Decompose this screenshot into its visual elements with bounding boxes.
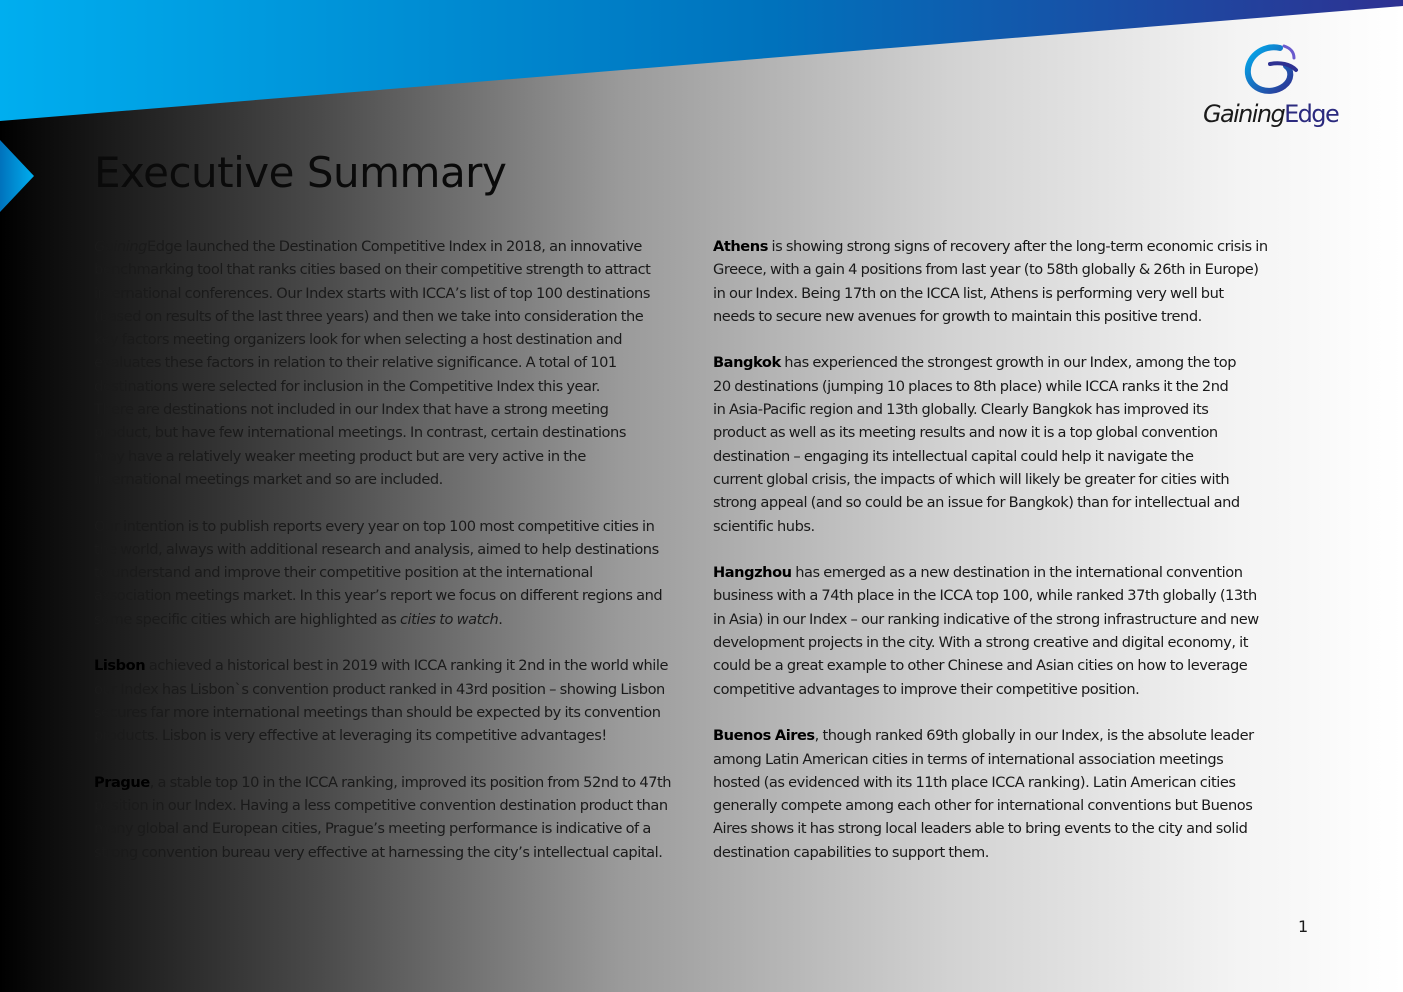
text-line: evaluates these factors in relation to their relative significance. A total of 101 — [94, 354, 617, 372]
text-line: hosted (as evidenced with its 11th place ICCA ranking). Latin American cities — [713, 773, 1236, 791]
city-name-bangkok: Bangkok — [713, 354, 781, 372]
cities-to-watch-text: cities to watch — [399, 610, 499, 628]
text-line: business with a 74th place in the ICCA top 100, while ranked 37th globally (13th — [713, 587, 1257, 605]
brand-italic-text: Gaining — [94, 238, 147, 255]
text-line: key factors meeting organizers look for when selecting a host destination and — [94, 331, 623, 349]
text-line: may have a relatively weaker meeting product but are very active in the — [94, 447, 586, 465]
city-name-buenos-aires: Buenos Aires — [713, 727, 815, 745]
text-line: There are destinations not included in our Index that have a strong meeting — [94, 401, 609, 419]
paragraph-athens — [713, 235, 1313, 328]
text-line: Greece, with a gain 4 positions from last year (to 58th globally & 26th in Europe) — [713, 261, 1259, 279]
paragraph-intention — [94, 515, 692, 631]
page-number: 1 — [1298, 917, 1309, 936]
text-line: the world, always with additional research and analysis, aimed to help destinations — [94, 540, 659, 558]
text-line: needs to secure new avenues for growth to maintain this positive trend. — [713, 307, 1202, 325]
paragraph-prague — [94, 771, 692, 864]
side-arrow-decoration — [0, 140, 36, 212]
text-line: Our intention is to publish reports every year on top 100 most competitive cities in — [94, 517, 655, 535]
text-line: development projects in the city. With a strong creative and digital economy, it — [713, 634, 1248, 652]
text-line: products. Lisbon is very effective at leveraging its competitive advantages! — [94, 727, 607, 745]
text-line: product, but have few international meetings. In contrast, certain destinations — [94, 424, 626, 442]
text-line: Aires shows it has strong local leaders able to bring events to the city and solid — [713, 820, 1248, 838]
text-line: destinations were selected for inclusion in the Competitive Index this year. — [94, 377, 600, 395]
page-title: Executive Summary — [94, 148, 507, 197]
paragraph-lisbon — [94, 654, 692, 747]
paragraph-hangzhou — [713, 561, 1313, 701]
logo-swirl-icon — [1240, 42, 1302, 100]
text-line: in Asia) in our Index – our ranking indicative of the strong infrastructure and new — [713, 610, 1259, 628]
text-line: (based on results of the last three years) and then we take into consideration the — [94, 307, 644, 325]
text-line: Athens is showing strong signs of recovery after the long-term economic crisis in — [713, 238, 1268, 255]
text-line: strong appeal (and so could be an issue for Bangkok) than for intellectual and — [713, 494, 1240, 512]
text-line: Lisbon achieved a historical best in 2019 with ICCA ranking it 2nd in the world while — [94, 657, 669, 675]
text-line: current global crisis, the impacts of which will likely be greater for cities with — [713, 470, 1230, 488]
text-line: secures far more international meetings than should be expected by its convention — [94, 703, 661, 721]
text-line: destination – engaging its intellectual capital could help it navigate the — [713, 447, 1194, 465]
text-line: many global and European cities, Prague’s meeting performance is indicative of a — [94, 820, 651, 838]
text-line: in Asia-Pacific region and 13th globally. Clearly Bangkok has improved its — [713, 401, 1209, 419]
text-line: Bangkok has experienced the strongest growth in our Index, among the top — [713, 354, 1237, 372]
text-line: in our Index. Being 17th on the ICCA list, Athens is performing very well but — [713, 284, 1224, 302]
logo-wordmark — [1203, 100, 1338, 128]
text-line: destination capabilities to support them. — [713, 843, 989, 861]
logo-text-edge: Edge — [1284, 100, 1339, 128]
text-line: some specific cities which are highlighted as cities to watch. — [94, 610, 503, 628]
text-line: our Index has Lisbon`s convention product ranked in 43rd position – showing Lisbon — [94, 680, 665, 698]
header-gradient-band — [0, 0, 1403, 125]
text-line: association meetings market. In this year’s report we focus on different regions and — [94, 587, 663, 605]
text-line: position in our Index. Having a less competitive convention destination product than — [94, 797, 668, 815]
city-name-lisbon: Lisbon — [94, 657, 146, 675]
text-line: Hangzhou has emerged as a new destination in the international convention — [713, 564, 1243, 582]
text-line: competitive advantages to improve their competitive position. — [713, 680, 1140, 698]
city-name-prague: Prague — [94, 773, 150, 791]
gainingedge-logo — [1198, 42, 1358, 138]
text-line: to understand and improve their competitive position at the international — [94, 564, 593, 582]
text-line: generally compete among each other for international conventions but Buenos — [713, 797, 1253, 815]
text-line: product as well as its meeting results and now it is a top global convention — [713, 424, 1218, 442]
text-line: Prague, a stable top 10 in the ICCA ranking, improved its position from 52nd to 47th — [94, 773, 672, 791]
paragraph-buenos-aires — [713, 724, 1313, 864]
city-name-athens: Athens — [713, 238, 768, 255]
text-line: international conferences. Our Index starts with ICCA’s list of top 100 destinations — [94, 284, 651, 302]
text-line: GainingEdge launched the Destination Competitive Index in 2018, an innovative — [94, 238, 642, 255]
text-line: Buenos Aires, though ranked 69th globally in our Index, is the absolute leader — [713, 727, 1254, 745]
text-line: could be a great example to other Chinese and Asian cities on how to leverage — [713, 657, 1248, 675]
city-name-hangzhou: Hangzhou — [713, 564, 792, 582]
paragraph-intro — [94, 235, 692, 491]
text-line: among Latin American cities in terms of international association meetings — [713, 750, 1224, 768]
text-line: scientific hubs. — [713, 517, 815, 535]
text-line: 20 destinations (jumping 10 places to 8th place) while ICCA ranks it the 2nd — [713, 377, 1229, 395]
text-line: strong convention bureau very effective at harnessing the city’s intellectual capital. — [94, 843, 663, 861]
logo-text-gaining: Gaining — [1203, 100, 1285, 128]
text-line: international meetings market and so are included. — [94, 470, 443, 488]
text-line: benchmarking tool that ranks cities based on their competitive strength to attract — [94, 261, 651, 279]
right-text-column — [713, 235, 1313, 887]
left-text-column — [94, 235, 692, 887]
paragraph-bangkok — [713, 351, 1313, 537]
